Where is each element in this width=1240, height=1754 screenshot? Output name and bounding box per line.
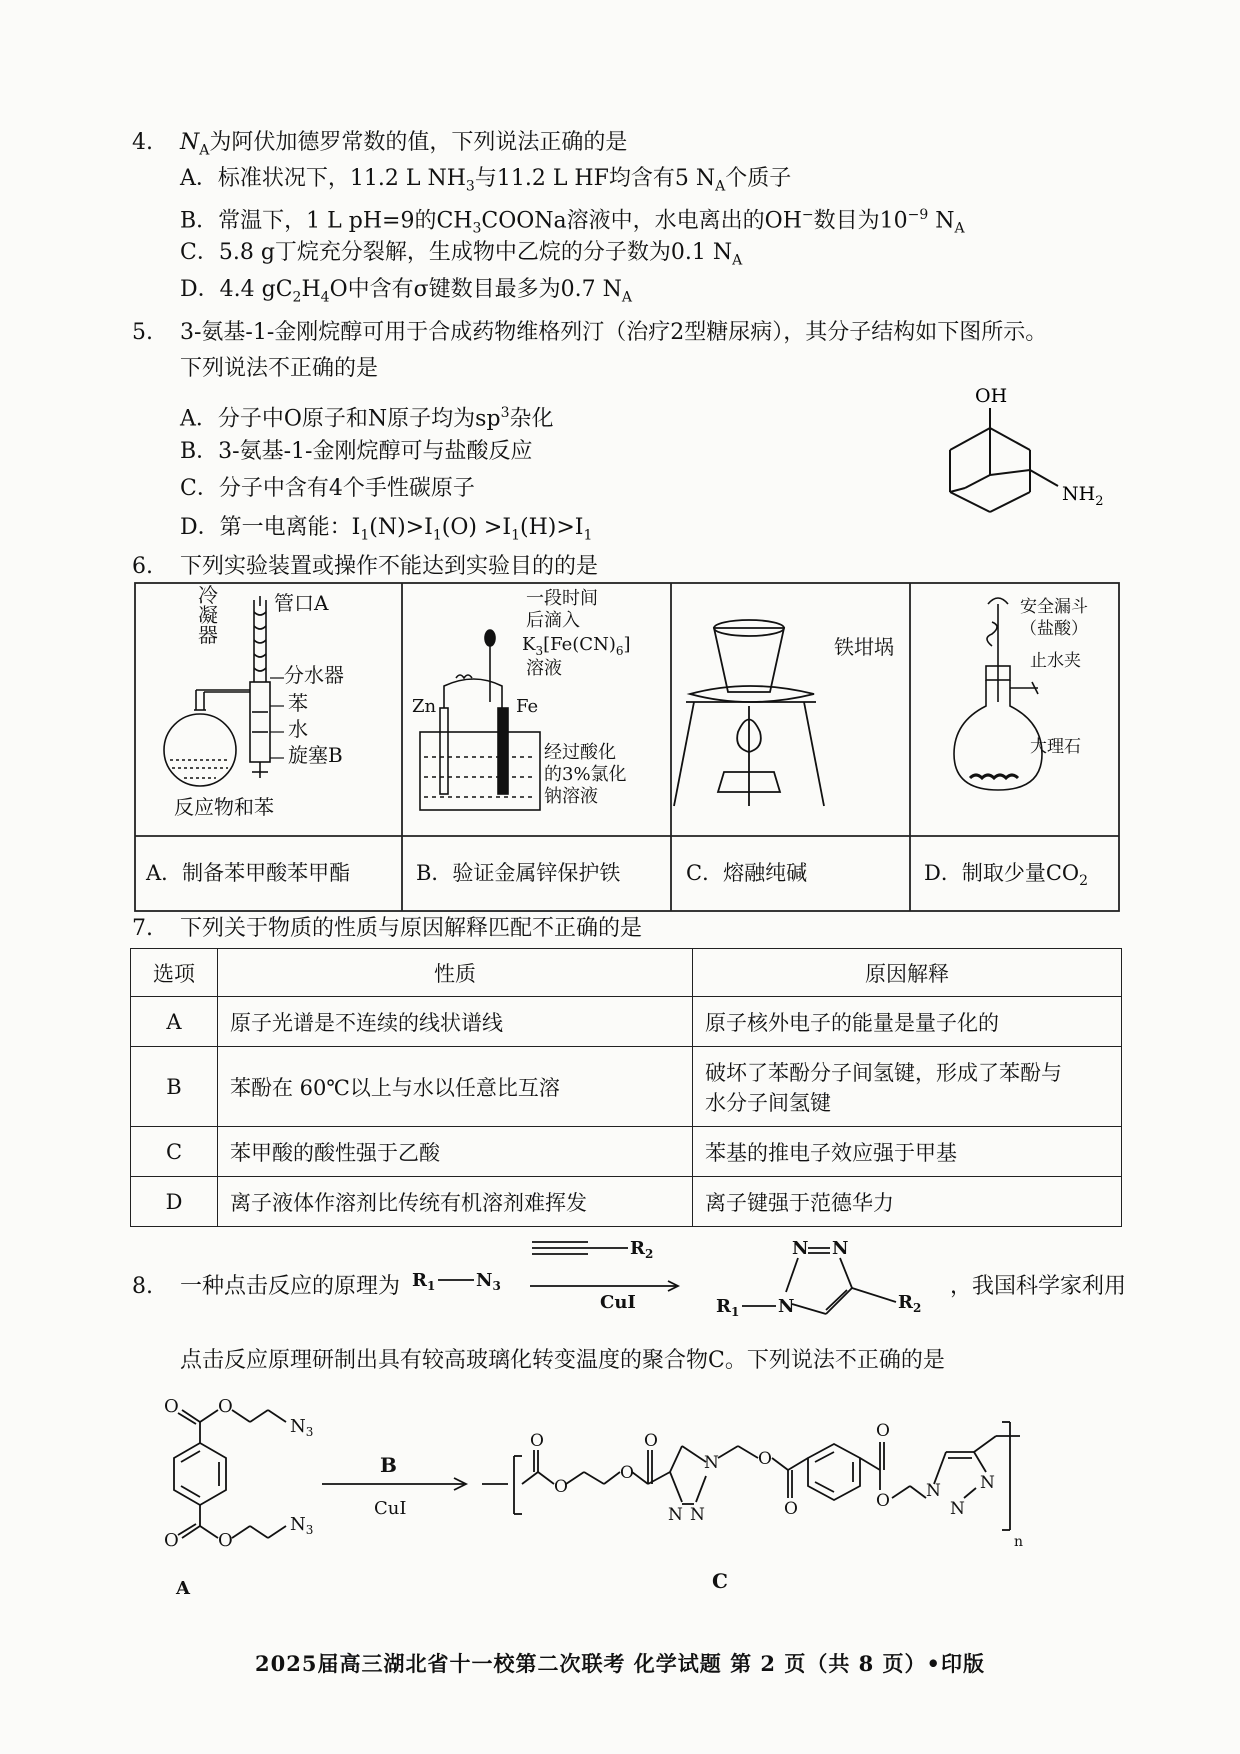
svg-text:O: O bbox=[218, 1396, 233, 1417]
svg-text:N: N bbox=[832, 1238, 849, 1259]
q7-table bbox=[130, 948, 1122, 1227]
catalyst-cui-label: CuI bbox=[374, 1498, 407, 1519]
svg-text:后滴入: 后滴入 bbox=[526, 610, 580, 631]
svg-text:（盐酸）: （盐酸） bbox=[1020, 619, 1088, 639]
table-row: D 离子液体作溶剂比传统有机溶剂难挥发 离子键强于范德华力 bbox=[131, 1177, 1122, 1227]
svg-text:旋塞B: 旋塞B bbox=[288, 743, 343, 767]
q7-stem: 下列关于物质的性质与原因解释匹配不正确的是 bbox=[180, 916, 643, 941]
polymer-c-atoms bbox=[530, 1421, 1023, 1593]
svg-text:N: N bbox=[690, 1505, 705, 1525]
svg-text:管口A: 管口A bbox=[274, 591, 329, 615]
svg-text:N3: $N_3$ bbox=[290, 1514, 314, 1537]
q5-option-d: D．第一电离能：$I_1(N)>I_1(O) >I_1(H)>I_1$ bbox=[180, 515, 593, 544]
compound-a-label: A bbox=[176, 1578, 190, 1599]
apparatus-d-labels bbox=[1020, 597, 1088, 757]
svg-text:R2: $R_2$ bbox=[898, 1292, 922, 1315]
svg-text:R2: $R_2$ bbox=[630, 1238, 654, 1261]
oh-label: OH bbox=[975, 385, 1008, 407]
caption-d: D．制取少量$CO_2$ bbox=[924, 861, 1089, 889]
svg-text:器: 器 bbox=[198, 623, 218, 647]
q6-stem: 下列实验装置或操作不能达到实验目的的是 bbox=[180, 554, 599, 579]
caption-b: B．验证金属锌保护铁 bbox=[416, 861, 621, 885]
svg-text:O: O bbox=[530, 1431, 544, 1451]
svg-text:O: O bbox=[758, 1449, 772, 1469]
svg-text:N: N bbox=[778, 1296, 795, 1317]
svg-text:O: O bbox=[876, 1491, 890, 1511]
reagent-b-label: B bbox=[380, 1453, 397, 1477]
svg-text:钠溶液: 钠溶液 bbox=[544, 786, 598, 807]
table-header-row: 选项 性质 原因解释 bbox=[131, 949, 1122, 997]
svg-text:冷: 冷 bbox=[198, 583, 218, 607]
svg-text:安全漏斗: 安全漏斗 bbox=[1020, 597, 1088, 617]
svg-text:N: N bbox=[668, 1505, 683, 1525]
q5-stem-line1: 3-氨基-1-金刚烷醇可用于合成药物维格列汀（治疗2型糖尿病），其分子结构如下图所示。 bbox=[180, 320, 1048, 345]
svg-text:经过酸化: 经过酸化 bbox=[544, 742, 616, 763]
svg-text:n: n bbox=[1014, 1534, 1024, 1550]
svg-text:大理石: 大理石 bbox=[1030, 737, 1081, 757]
table-row: B 苯酚在 60℃以上与水以任意比互溶 破坏了苯酚分子间氢键，形成了苯酚与 水分子间氢键 bbox=[131, 1047, 1122, 1127]
svg-text:O: O bbox=[164, 1530, 179, 1551]
svg-text:R1: $R_1$ bbox=[716, 1296, 740, 1319]
table-row: A 原子光谱是不连续的线状谱线 原子核外电子的能量是量子化的 bbox=[131, 997, 1122, 1047]
apparatus-b-drawing bbox=[420, 630, 540, 810]
svg-text:Zn: Zn bbox=[412, 696, 437, 717]
svg-text:的3%氯化: 的3%氯化 bbox=[544, 764, 627, 785]
q5-stem-line2: 下列说法不正确的是 bbox=[180, 356, 379, 381]
click-reaction-scheme bbox=[412, 1228, 952, 1328]
svg-text:凝: 凝 bbox=[198, 603, 218, 627]
svg-text:N: N bbox=[792, 1238, 809, 1259]
page-footer: 2025届高三湖北省十一校第二次联考 化学试题 第 2 页（共 8 页）•印版 bbox=[255, 1651, 985, 1676]
q4-stem: $N_A$为阿伏加德罗常数的值，下列说法正确的是 bbox=[180, 130, 628, 159]
svg-text:O: O bbox=[164, 1396, 179, 1417]
svg-text:K3[Fe(CN)6]: $K_3[Fe(CN)_6]$ bbox=[522, 634, 631, 658]
q8-stem-line1-tail: ，我国科学家利用 bbox=[950, 1274, 1127, 1299]
apparatus-c-label: 铁坩埚 bbox=[834, 635, 894, 659]
apparatus-a-labels bbox=[174, 583, 344, 819]
svg-text:反应物和苯: 反应物和苯 bbox=[174, 795, 274, 819]
q8-stem-line1: 一种点击反应的原理为 bbox=[180, 1274, 401, 1299]
svg-text:O: O bbox=[644, 1431, 658, 1451]
apparatus-c-drawing bbox=[674, 620, 824, 806]
svg-text:R1: $R_1$ bbox=[412, 1270, 436, 1293]
svg-text:N: N bbox=[980, 1473, 995, 1493]
q7-number: 7. bbox=[132, 916, 153, 941]
q5-option-a: A．分子中O原子和N原子均为$sp^3$杂化 bbox=[180, 405, 554, 432]
q5-number: 5. bbox=[132, 320, 153, 345]
q8-stem-line2: 点击反应原理研制出具有较高玻璃化转变温度的聚合物C。下列说法不正确的是 bbox=[180, 1348, 945, 1373]
q8-number: 8. bbox=[132, 1274, 153, 1299]
svg-text:N: N bbox=[950, 1499, 965, 1519]
q6-apparatus-table bbox=[134, 582, 1120, 912]
svg-text:CuI: CuI bbox=[600, 1292, 636, 1313]
svg-text:O: O bbox=[620, 1463, 634, 1483]
q4-option-c: C．5.8 g丁烷充分裂解，生成物中乙烷的分子数为0.1 $N_A$ bbox=[180, 240, 743, 269]
svg-text:Fe: Fe bbox=[516, 696, 539, 717]
q4-option-a: A．标准状况下，11.2 L $NH_3$与11.2 L HF均含有5 $N_A$个质子 bbox=[180, 166, 792, 195]
svg-text:溶液: 溶液 bbox=[526, 658, 562, 679]
q4-option-b: B．常温下，1 L pH=9的$CH_3COONa$溶液中，水电离出的OH−数目为$10^{-9}$ $N_A$ bbox=[180, 207, 965, 237]
q6-number: 6. bbox=[132, 554, 153, 579]
q5-option-c: C．分子中含有4个手性碳原子 bbox=[180, 476, 475, 501]
svg-text:N3: $N_3$ bbox=[476, 1270, 501, 1293]
q5-option-b: B．3-氨基-1-金刚烷醇可与盐酸反应 bbox=[180, 439, 533, 464]
svg-text:苯: 苯 bbox=[288, 691, 308, 715]
caption-a: A．制备苯甲酸苯甲酯 bbox=[146, 861, 351, 885]
svg-text:O: O bbox=[554, 1477, 568, 1497]
q4-option-d: D．4.4 $gC_2H_4O$中含有σ键数目最多为0.7 $N_A$ bbox=[180, 277, 632, 306]
nh2-label: $NH_2$ bbox=[1062, 483, 1104, 509]
svg-text:O: O bbox=[218, 1530, 233, 1551]
svg-text:O: O bbox=[876, 1421, 890, 1441]
compound-a-structure bbox=[174, 1410, 286, 1538]
polymer-synthesis-scheme bbox=[134, 1380, 1124, 1605]
polymer-c-label: C bbox=[712, 1569, 728, 1593]
caption-c: C．熔融纯碱 bbox=[686, 861, 808, 885]
polymer-c-structure bbox=[482, 1422, 1020, 1530]
apparatus-captions bbox=[145, 861, 1088, 889]
table-row: C 苯甲酸的酸性强于乙酸 苯基的推电子效应强于甲基 bbox=[131, 1127, 1122, 1177]
svg-text:水: 水 bbox=[288, 717, 308, 741]
svg-text:一段时间: 一段时间 bbox=[526, 588, 598, 609]
svg-text:N: N bbox=[704, 1453, 719, 1473]
svg-text:分水器: 分水器 bbox=[284, 663, 344, 687]
adamantane-structure bbox=[920, 380, 1140, 540]
q4-number: 4. bbox=[132, 130, 153, 155]
svg-text:止水夹: 止水夹 bbox=[1030, 651, 1081, 671]
svg-text:N3: $N_3$ bbox=[290, 1416, 314, 1439]
svg-text:O: O bbox=[784, 1499, 798, 1519]
svg-text:N: N bbox=[926, 1481, 941, 1501]
